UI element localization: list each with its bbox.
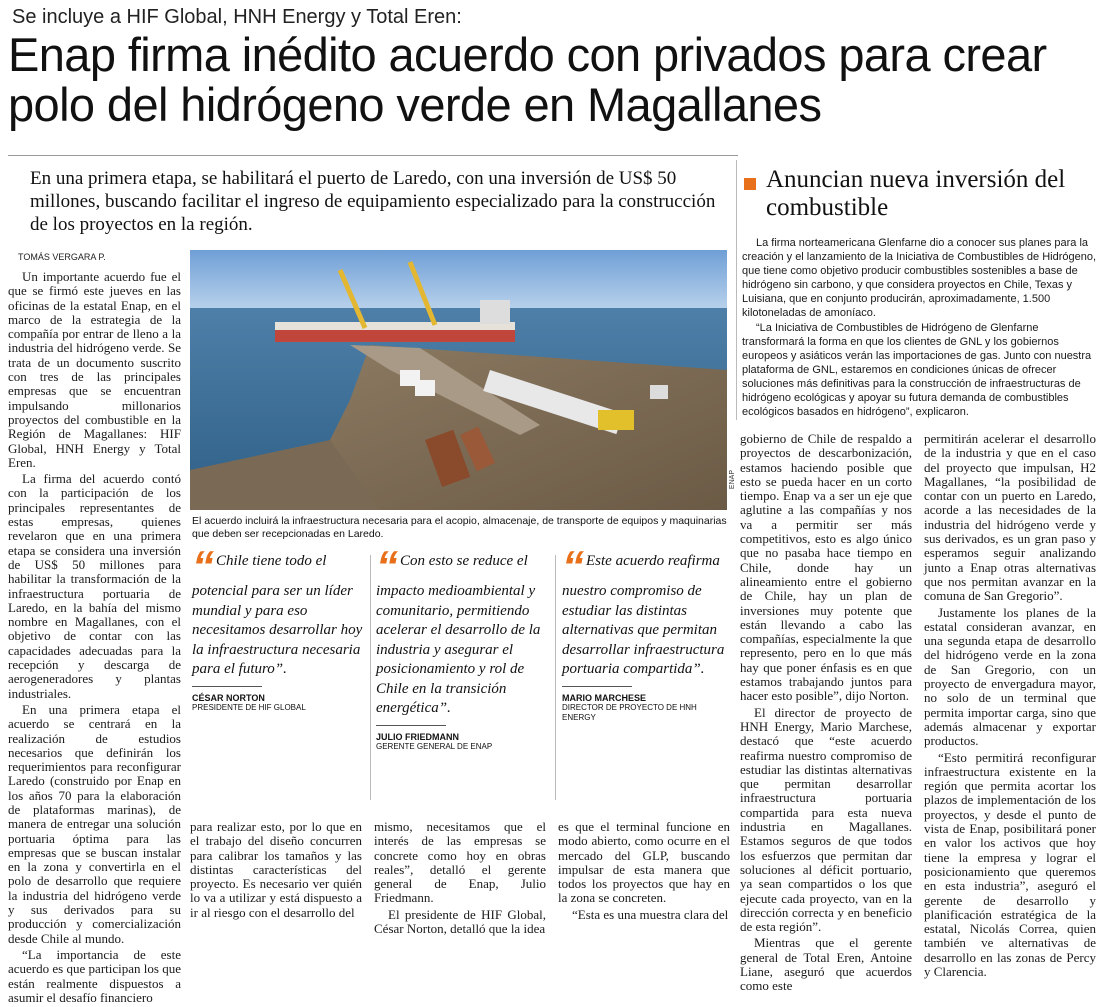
quote-text: Este acuerdo reafirma nuestro compromiso de estudiar las distintas alternativas que permitan desarrollar infraestructura portuaria compartida”. [562, 553, 725, 677]
sidebar-body [742, 236, 1098, 420]
pull-quote-friedmann [376, 542, 551, 752]
lead-paragraph: En una primera etapa, se habilitará el puerto de Laredo, con una inversión de US$ 50 millones, buscando facilitar el ingreso de equipamiento especializado para la construcción de los proyectos en la región. [30, 168, 716, 235]
divider [376, 725, 446, 726]
column-5 [740, 432, 912, 996]
paragraph: “Esta es una muestra clara del [572, 906, 729, 922]
quote-mark-icon: “ [562, 542, 584, 591]
divider [8, 155, 738, 156]
paragraph: “Esto permitirá reconfigurar infraestructura existente en la región que permita acortar los plazos de implementación de los proyectos, y desde el punto de vista de Enap, posibilitará poner en valor los activos que hoy tiene la empresa y lograr el posicionamiento que queremos en esta industria”, aseguró el gerente de desarrollo y planificación estratégica de la estatal, Nicolás Correa, quien también ve alternativas de desarrollo en las zonas de Percy y Clarencia. [924, 749, 1096, 979]
paragraph: gobierno de Chile de respaldo a proyectos de descarbonización, estamos haciendo posible que esto se pueda hacer en un corto tiempo. Enap va a ser un eje que aglutine a las compañías y nos va a permitir ser más competitivos, esto es algo único que no pasaba hace tiempo en Chile, donde hay un alineamiento entre el gobierno de Chile, hay un plan de inversiones muy potente que están llevando a cabo las compañías, especialmente la que represento, pero en lo que más hay que poner énfasis es en que estamos trabajando juntos para hacer esto posible”, dijo Norton. [740, 431, 912, 704]
column-2 [190, 820, 362, 922]
paragraph: En una primera etapa el acuerdo se centrará en la realización de estudios necesarios que definirán los requerimientos para reconfigurar Laredo (construido por Enap en los años 70 para la elaboración de plataformas marinas), de manera de entregar una solución portuaria óptima para las empresas que se buscan instalar en la zona y convertirla en el polo de desarrollo que requiere la industria del hidrógeno verde y sus derivados para su producción y comercialización desde Chile al mundo. [8, 701, 181, 946]
quote-author: MARIO MARCHESE [562, 692, 647, 703]
paragraph: mismo, necesitamos que el interés de las empresas se concrete como hoy en obras reales”, detalló el gerente general de Enap, Julio Friedmann. [374, 819, 546, 906]
port-image [190, 250, 727, 510]
pull-quote-norton [192, 542, 367, 713]
sidebar-title: Anuncian nueva inversión del combustible [766, 166, 1066, 221]
divider [555, 555, 556, 800]
column-4 [558, 820, 730, 924]
quote-author-role: DIRECTOR DE PROYECTO DE HNH ENERGY [562, 702, 697, 722]
paragraph: Un importante acuerdo fue el que se firmó este jueves en las oficinas de la estatal Enap, en el marco de la estrategia de la compañía por entrar de lleno a la industria del hidrógeno verde. Se trata de un documento suscrito con tres de las principales empresas que se encuentran impulsando millonarios proyectos del combustible en la Región de Magallanes: HIF Global, HNH Energy y Total Eren. [8, 269, 181, 470]
divider [736, 160, 737, 420]
column-6 [924, 432, 1096, 981]
paragraph: Justamente los planes de la estatal consideran avanzar, en una segunda etapa de desarrollo del hidrógeno verde en la zona de San Gregorio, con un proyecto de envergadura mayor, no solo de un terminal que permita importar carga, sino que además almacenar y exportar productos. [924, 604, 1096, 749]
quote-mark-icon: “ [192, 542, 214, 591]
quote-text: Chile tiene todo el potencial para ser un líder mundial y para eso necesitamos desarrollar hoy la infraestructura necesaria para el futuro”. [192, 553, 363, 677]
divider [370, 555, 371, 800]
byline: TOMÁS VERGARA P. [18, 252, 106, 262]
column-1 [8, 270, 181, 1007]
paragraph: La firma del acuerdo contó con la participación de los principales representantes de estas empresas, quienes revelaron que en una primera etapa se considera una inversión de US$ 50 millones para habilitar la transformación de la infraestructura portuaria de Laredo, en la bahía del mismo nombre en Magallanes, con el objetivo de contar con las capacidades adecuadas para la recepción y descarga de aerogeneradores y plantas industriales. [8, 471, 181, 701]
quote-text: Con esto se reduce el impacto medioambiental y comunitario, permitiendo acelerar el desarrollo de la industria y asegurar el posicionamiento y rol de Chile en la transición energética”. [376, 553, 541, 716]
photo-credit: ENAP [729, 470, 736, 490]
quote-author-role: PRESIDENTE DE HIF GLOBAL [192, 702, 306, 712]
divider [192, 686, 262, 687]
pull-quote-marchese [562, 542, 732, 723]
photo-caption: El acuerdo incluirá la infraestructura necesaria para el acopio, almacenaje, de transporte de equipos y maquinarias que deben ser recepcionadas en Laredo. [192, 515, 727, 540]
paragraph: permitirán acelerar el desarrollo de la industria y que en el caso del proyecto que impulsan, H2 Magallanes, “la posibilidad de contar con un puerto en Laredo, acorde a las necesidades de la industria del hidrógeno verde y sus derivados, es un gran paso y esperamos seguir analizando junto a Enap otras alternativas que nos permitan avanzar en la comuna de San Gregorio”. [924, 431, 1096, 604]
quote-mark-icon: “ [376, 542, 398, 591]
kicker: Se incluye a HIF Global, HNH Energy y Total Eren: [12, 6, 462, 28]
paragraph: El director de proyecto de HNH Energy, Mario Marchese, destacó que “este acuerdo reafirma nuestro compromiso de estudiar las distintas alternativas que permitan desarrollar infraestructura portuaria compartida para esta nueva industria en Magallanes. Estamos seguros de que todos los esfuerzos que permitan dar soluciones al déficit portuario, ya sean compartidos o los que ejecute cada proyecto, van en la dirección correcta y en beneficio de esta región”. [740, 704, 912, 935]
paragraph: El presidente de HIF Global, César Norton, detalló que la idea [374, 906, 546, 937]
quote-author: JULIO FRIEDMANN [376, 731, 459, 742]
paragraph: Mientras que el gerente general de Total Eren, Antoine Liane, aseguró que acuerdos como este [740, 935, 912, 994]
column-3 [374, 820, 546, 938]
paragraph: para realizar esto, por lo que en el trabajo del diseño concurren para calibrar los tamaños y las distintas características del proyecto. Es necesario ver quién lo va a utilizar y está dispuesto a ir al riesgo con el desarrollo del [190, 819, 362, 920]
quote-author-role: GERENTE GENERAL DE ENAP [376, 741, 493, 751]
paragraph: es que el terminal funcione en modo abierto, como ocurre en el mercado del GLP, buscando impulsar de esta manera que todos los proyectos que hay en la zona se concreten. [558, 819, 730, 906]
quote-author: CÉSAR NORTON [192, 692, 265, 703]
paragraph: “La Iniciativa de Combustibles de Hidrógeno de Glenfarne transformará la forma en que los clientes de GNL y los gobiernos europeos y asiáticos verán las importaciones de gas. Junto con nuestra plataforma de GNL, estaremos en condiciones únicas de ofrecer soluciones más definitivas para la construcción de infraestructuras de hidrógeno ecológicas y apoyar su futura demanda de combustibles ecológicos basados en hidrógeno”, explicaron. [742, 322, 1092, 418]
headline: Enap firma inédito acuerdo con privados para crear polo del hidrógeno verde en Magallanes [8, 28, 1047, 131]
paragraph: La firma norteamericana Glenfarne dio a conocer sus planes para la creación y el lanzamiento de la Iniciativa de Combustibles de Hidrógeno, que tiene como objetivo producir combustibles sostenibles a base de hidrógeno sin carbono, y que considera proyectos en Chile, Texas y Luisiana, que en conjunto producirán, aproximadamente, 1.500 kilotoneladas de amoníaco. [742, 237, 1097, 319]
square-bullet-icon [744, 178, 756, 190]
divider [562, 686, 632, 687]
port-photo [190, 250, 727, 510]
paragraph: “La importancia de este acuerdo es que participan los que están realmente dispuestos a asumir el desafío financiero [8, 946, 181, 1005]
